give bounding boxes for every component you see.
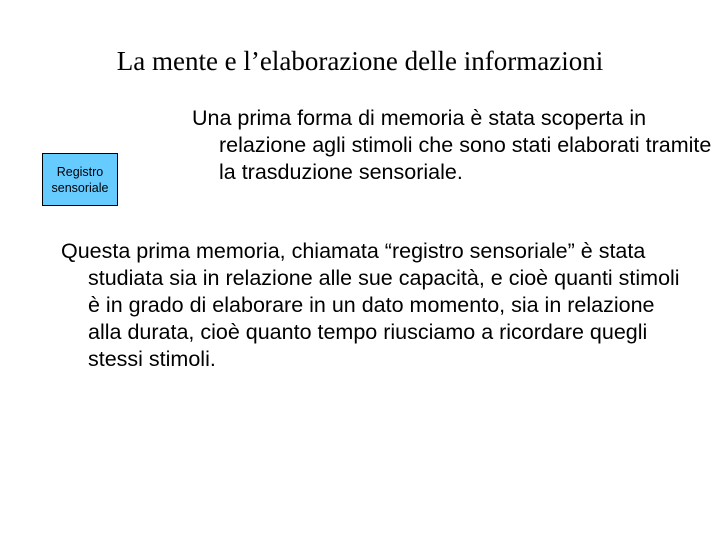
paragraph-first-memory: Una prima forma di memoria è stata scoperta in relazione agli stimoli che sono stati elaborati tramite la trasduzione sensoriale. xyxy=(192,106,712,184)
box-label-line2: sensoriale xyxy=(51,180,109,195)
box-label-line1: Registro xyxy=(56,164,104,179)
slide-title: La mente e l’elaborazione delle informazioni xyxy=(116,46,604,76)
paragraph-sensory-register: Questa prima memoria, chiamata “registro sensoriale” è stata studiata sia in relazione alle sue capacità, e cioè quanti stimoli è in grado di elaborare in un dato momento, sia in relazione alla durata, cioè quanto tempo riusciamo a ricordare quegli stessi stimoli. xyxy=(61,239,680,371)
sensory-register-box xyxy=(42,153,118,206)
